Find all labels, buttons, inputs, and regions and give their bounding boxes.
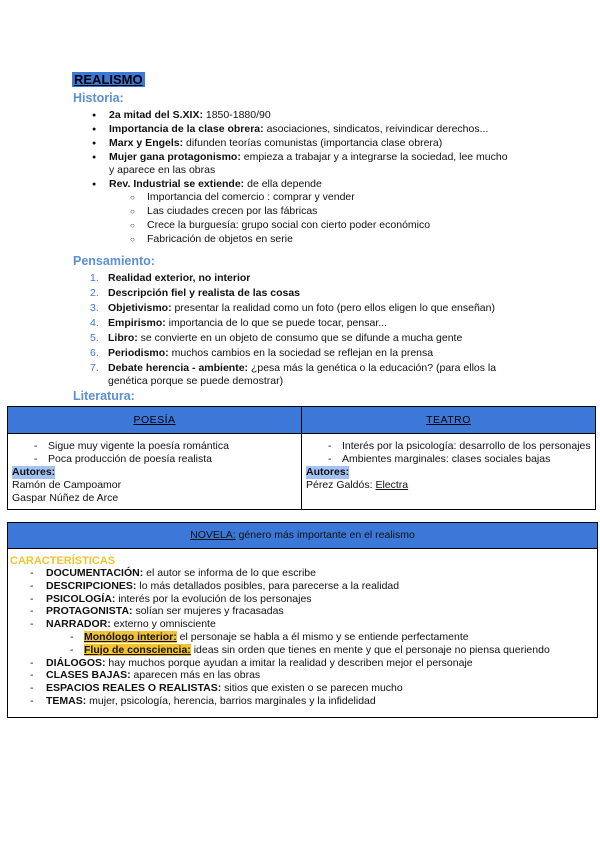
list-item: - Sigue muy vigente la poesía romántica (12, 440, 297, 453)
list-item: - PSICOLOGÍA: interés por la evolución de los personajes (8, 593, 593, 606)
novela-header-text: género más importante en el realismo (235, 529, 415, 541)
autor-name: Pérez Galdós: (306, 479, 373, 491)
teatro-cell (302, 434, 596, 510)
autores-label: Autores: (12, 466, 56, 478)
historia-list (92, 109, 512, 247)
pensamiento-list (90, 272, 530, 390)
novela-header-label: NOVELA: (190, 529, 236, 541)
list-item: ● Importancia de la clase obrera: asociaciones, sindicatos, reivindicar derechos... (92, 123, 512, 136)
numbered-item: 6. Periodismo: muchos cambios en la sociedad se reflejan en la prensa (90, 347, 434, 359)
section-historia-heading: Historia: (73, 91, 124, 105)
sub-list-item: ○ Las ciudades crecen por las fábricas (126, 205, 512, 218)
numbered-item: 2. Descripción fiel y realista de las cosas (90, 287, 301, 299)
list-item: - Ambientes marginales: clases sociales bajas (306, 453, 591, 466)
list-item: - NARRADOR: externo y omnisciente - Monólogo interior: el personaje se habla a él mismo y se entiende perfectamente - Flujo de consciencia: ideas sin orden que tienes en mente y que el personaje no piensa queriendo (8, 618, 593, 656)
poesia-list (12, 440, 297, 466)
list-item: - CLASES BAJAS: aparecen más en las obras (8, 669, 593, 682)
sub-list-item: ○ Importancia del comercio : comprar y vender (126, 191, 512, 204)
obra-title: Electra (375, 479, 409, 491)
numbered-item: 7. Debate herencia - ambiente: ¿pesa más la genética o la educación? (para ellos la genética porque se puede demostrar) (90, 362, 497, 387)
list-item: - DIÁLOGOS: hay muchos porque ayudan a imitar la realidad y describen mejor el personaje (8, 657, 593, 670)
list-item: ● Mujer gana protagonismo: empieza a trabajar y a integrarse la sociedad, lee mucho y aparece en las obras (92, 151, 512, 177)
literatura-table (7, 406, 596, 510)
list-item: ● Rev. Industrial se extiende: de ella depende ○ Importancia del comercio : comprar y vender ○ Las ciudades crecen por las fábricas ○ Crece la burguesía: grupo social con cierto poder económico ○ Fabricación de objetos en serie (92, 178, 512, 246)
teatro-header: TEATRO (302, 407, 596, 434)
document-title: REALISMO (74, 72, 143, 87)
teatro-list (306, 440, 591, 466)
numbered-item: 4. Empirismo: importancia de lo que se puede tocar, pensar... (90, 317, 387, 329)
caracteristicas-title: CARACTERÍSTICAS (10, 555, 116, 567)
section-pensamiento-heading: Pensamiento: (73, 254, 155, 268)
numbered-item: 5. Libro: se convierte en un objeto de consumo que se difunde a mucha gente (90, 332, 463, 344)
section-literatura-heading: Literatura: (73, 389, 135, 403)
list-item: - DESCRIPCIONES: lo más detallados posibles, para parecerse a la realidad (8, 580, 593, 593)
novela-header (8, 523, 597, 549)
autores-label: Autores: (306, 466, 350, 478)
novela-box (7, 522, 598, 718)
autor-line (306, 479, 591, 492)
list-item: ● 2a mitad del S.XIX: 1850-1880/90 (92, 109, 512, 122)
list-item: - DOCUMENTACIÓN: el autor se informa de lo que escribe (8, 567, 593, 580)
list-item: - TEMAS: mujer, psicología, herencia, barrios marginales y la infidelidad (8, 695, 593, 708)
autor-name: Ramón de Campoamor (12, 479, 122, 491)
autor-name: Gaspar Núñez de Arce (12, 492, 119, 504)
list-item: ● Marx y Engels: difunden teorías comunistas (importancia clase obrera) (92, 137, 512, 150)
caracteristicas-list (8, 567, 593, 708)
sub-list-item: ○ Crece la burguesía: grupo social con cierto poder económico (126, 219, 512, 232)
sub-list-item: ○ Fabricación de objetos en serie (126, 233, 512, 246)
sub-list-item: - Flujo de consciencia: ideas sin orden que tienes en mente y que el personaje no piensa queriendo (8, 644, 593, 657)
list-item: - PROTAGONISTA: solían ser mujeres y fracasadas (8, 605, 593, 618)
narrador-sublist (46, 631, 593, 657)
numbered-item: 3. Objetivismo: presentar la realidad como un foto (pero ellos eligen lo que enseñan) (90, 302, 495, 314)
poesia-cell (8, 434, 302, 510)
poesia-header: POESÍA (8, 407, 302, 434)
list-item: - Interés por la psicología: desarrollo de los personajes (306, 440, 591, 453)
sub-list-item: - Monólogo interior: el personaje se habla a él mismo y se entiende perfectamente (8, 631, 593, 644)
list-item: - ESPACIOS REALES O REALISTAS: sitios que existen o se parecen mucho (8, 682, 593, 695)
list-item: - Poca producción de poesía realista (12, 453, 297, 466)
numbered-item: 1. Realidad exterior, no interior (90, 272, 251, 284)
historia-sublist (126, 191, 512, 246)
